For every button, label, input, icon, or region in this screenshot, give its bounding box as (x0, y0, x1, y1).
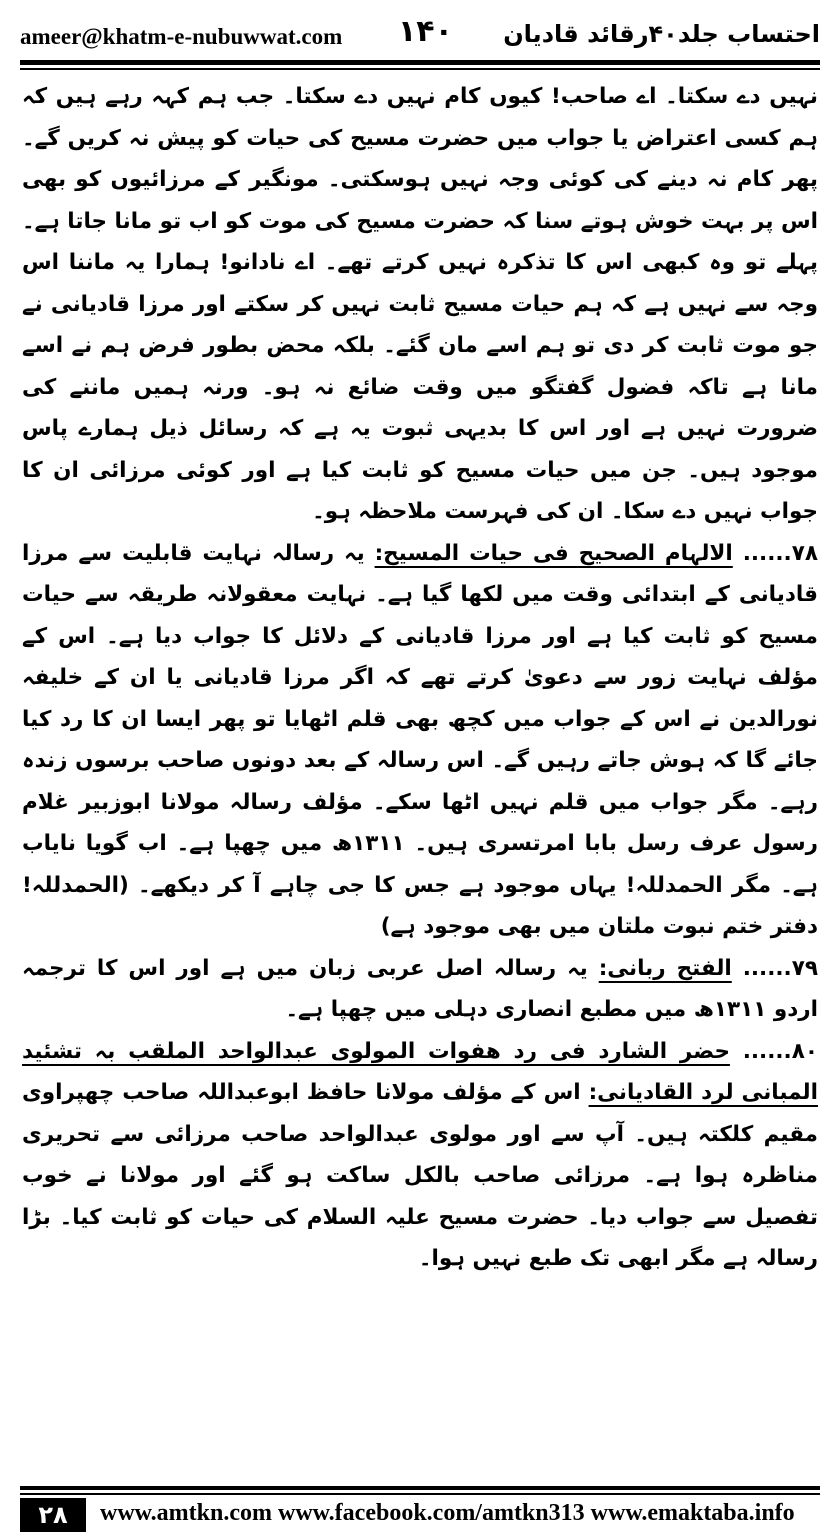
header-book-title: احتساب جلد۴۰رقائد قادیان (503, 20, 820, 48)
body-text (22, 76, 818, 1280)
entry-80 (22, 1031, 818, 1280)
entry-78-text: یہ رسالہ نہایت قابلیت سے مرزا قادیانی کے ابتدائی وقت میں لکھا گیا ہے۔ نہایت معقولانہ طریقہ سے حیات مسیح کو ثابت کیا ہے اور مرزا قادیانی کے دلائل کا جواب دیا ہے۔ اس کے مؤلف نہایت زور سے دعویٰ کرتے تھے کہ اگر مرزا قادیانی یا ان کے خلیفہ نورالدین نے اس کے جواب میں کچھ بھی قلم اٹھایا تو پھر ایسا ان کا رد کیا جائے گا کہ ہوش جاتے رہیں گے۔ اس رسالہ کے بعد دونوں صاحب برسوں زندہ رہے۔ مگر جواب میں قلم نہیں اٹھا سکے۔ مؤلف رسالہ مولانا ابوزبیر غلام رسول عرف رسل بابا امرتسری ہیں۔ ۱۳۱۱ھ میں چھپا ہے۔ اب گویا نایاب ہے۔ مگر الحمدللہ! یہاں موجود ہے جس کا جی چاہے آ کر دیکھے۔ (الحمدللہ! دفتر ختم نبوت ملتان میں بھی موجود ہے) (22, 540, 818, 939)
entry-79-text: یہ رسالہ اصل عربی زبان میں ہے اور اس کا ترجمہ اردو ۱۳۱۱ھ میں مطبع انصاری دہلی میں چھپا ہے۔ (22, 955, 818, 1022)
entry-78-number: ۷۸...... (742, 540, 818, 566)
entry-80-text: اس کے مؤلف مولانا حافظ ابوعبداللہ صاحب چھپراوی مقیم کلکتہ ہیں۔ آپ سے اور مولوی عبدالواحد صاحب مرزائی سے تحریری مناظرہ ہوا ہے۔ مرزائی صاحب بالکل ساکت ہو گئے اور مولانا نے خوب تفصیل سے جواب دیا۔ حضرت مسیح علیہ السلام کی حیات کو ثابت کیا۔ بڑا رسالہ ہے مگر ابھی تک طبع نہیں ہوا۔ (22, 1080, 818, 1271)
header-rule-thin (20, 68, 820, 70)
header-rule-thick (20, 60, 820, 65)
header-email: ameer@khatm-e-nubuwwat.com (20, 24, 343, 49)
header-page-number: ۱۴۰ (398, 14, 453, 49)
entry-79 (22, 948, 818, 1031)
footer-page-badge: ۲۸ (20, 1498, 86, 1532)
entry-78-title: الالہام الصحیح فی حیات المسیح: (374, 540, 733, 566)
page-footer (20, 1486, 820, 1532)
entry-79-title: الفتح ربانی: (598, 955, 732, 981)
entry-79-number: ۷۹...... (742, 955, 818, 981)
paragraph-intro: نہیں دے سکتا۔ اے صاحب! کیوں کام نہیں دے سکتا۔ جب ہم کہہ رہے ہیں کہ ہم کسی اعتراض یا جواب میں حضرت مسیح کی حیات کو پیش نہ کریں گے۔ پھر کام نہ دینے کی کوئی وجہ نہیں ہوسکتی۔ مونگیر کے مرزائیوں کو بھی اس پر بہت خوش ہوتے سنا کہ حضرت مسیح کی موت کو اب تو مانا جاتا ہے۔ پہلے تو وہ کبھی اس کا تذکرہ نہیں کرتے تھے۔ اے نادانو! ہمارا یہ ماننا اس وجہ سے نہیں ہے کہ ہم حیات مسیح ثابت نہیں کر سکتے اور مرزا قادیانی نے جو موت ثابت کر دی تو ہم اسے مان گئے۔ بلکہ محض بطور فرض ہم نے اسے مانا ہے تاکہ فضول گفتگو میں وقت ضائع نہ ہو۔ ورنہ ہمیں ماننے کی ضرورت نہیں ہے اور اس کا بدیہی ثبوت یہ ہے کہ رسائل ذیل ہمارے پاس موجود ہیں۔ جن میں حیات مسیح کو ثابت کیا ہے اور کوئی مرزائی ان کا جواب نہیں دے سکا۔ ان کی فہرست ملاحظہ ہو۔ (22, 84, 818, 524)
footer-links: www.amtkn.com www.facebook.com/amtkn313 www.emaktaba.info (100, 1500, 795, 1526)
footer-rule-thick (20, 1486, 820, 1490)
entry-78 (22, 533, 818, 948)
entry-80-title: حضر الشارد فی رد ھفوات المولوی عبدالواحد الملقب بہ تشئید المبانی لرد القادیانی: (22, 1038, 818, 1105)
page-header (20, 14, 820, 58)
entry-80-number: ۸۰...... (742, 1038, 818, 1064)
footer-rule-thin (20, 1493, 820, 1495)
